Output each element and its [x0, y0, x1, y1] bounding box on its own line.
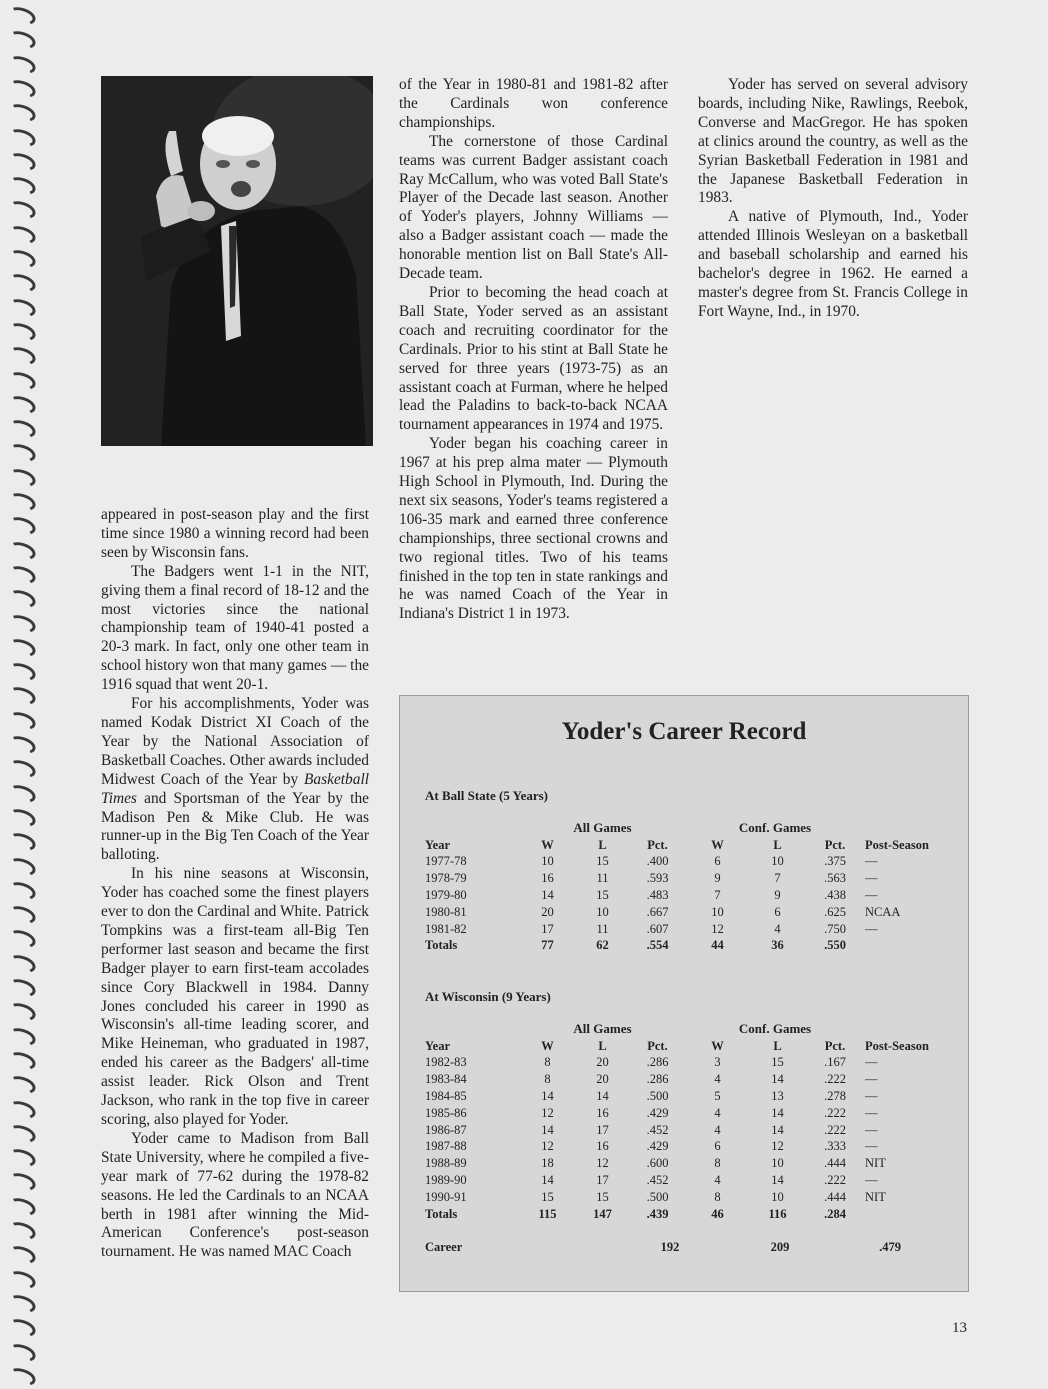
binding-ring: [6, 4, 38, 28]
table-cell: —: [865, 888, 878, 903]
binding-ring: [6, 271, 38, 295]
table-row: [425, 904, 945, 921]
binding-ring: [6, 344, 38, 368]
paragraph: The Badgers went 1-1 in the NIT, giving them a final record of 18-12 and the most victories since the national championship team of 1940-41 posted a 20-3 mark. In fact, only one other team in school history won that many games — the 1916 squad that went 20-1.: [101, 562, 369, 694]
binding-ring: [6, 1170, 38, 1194]
table-cell: 6: [714, 1139, 721, 1154]
paragraph: In his nine seasons at Wisconsin, Yoder has coached some the finest players ever to don the Cardinal and White. Patrick Tompkins was a first-team all-Big Ten performer last season and became the first Badger player to earn first-team accolades since Cory Blackwell in 1984. Danny Jones concluded his career in 1990 as Wisconsin's all-time leading scorer, and Mike Heineman, who graduated in 1987, ended his career as the Badgers' all-time assist leader. Rick Olson and Trent Jackson, who rank in the top five in career scoring, also played for Yoder.: [101, 865, 369, 1128]
table-row: [425, 854, 945, 871]
totals-cell: 44: [711, 938, 724, 953]
paragraph: A native of Plymouth, Ind., Yoder attended Illinois Wesleyan on a basketball and baseball scholarship and earned his bachelor's degree in 1962. He earned a master's degree from St. Francis College in Fort Wayne, Ind., in 1970.: [698, 208, 968, 320]
table-cell: 1984-85: [425, 1089, 467, 1104]
table-cell: .222: [824, 1173, 846, 1188]
binding-ring: [6, 782, 38, 806]
table-cell: 10: [771, 854, 784, 869]
table-cell: NIT: [865, 1189, 886, 1204]
table-cell: .452: [646, 1173, 669, 1188]
table-cell: 14: [541, 888, 554, 903]
totals-cell: 115: [538, 1206, 557, 1221]
table-cell: 14: [596, 1089, 609, 1104]
totals-cell: Totals: [425, 1206, 458, 1221]
table-cell: 20: [596, 1055, 609, 1070]
table-cell: .452: [646, 1122, 669, 1137]
table-cell: 1987-88: [425, 1139, 467, 1154]
table-cell: 15: [596, 1189, 609, 1204]
table-cell: 1982-83: [425, 1055, 467, 1070]
binding-ring: [6, 126, 38, 150]
binding-ring: [6, 1268, 38, 1292]
column-header-row: [425, 1038, 945, 1055]
binding-ring: [6, 441, 38, 465]
paragraph-text: For his accomplishments, Yoder was named Kodak District XI Coach of the Year by the National Association of Basketball Coaches. Other awards included Midwest Coach of the Year by: [101, 695, 369, 788]
table-cell: .286: [646, 1055, 669, 1070]
career-total-table: [425, 1239, 945, 1256]
column-header: W: [541, 837, 554, 852]
table-cell: 12: [541, 1105, 554, 1120]
table-cell: .444: [824, 1189, 846, 1204]
coach-photo-illustration: [101, 76, 373, 446]
table-row: [425, 870, 945, 887]
table-cell: 14: [771, 1072, 784, 1087]
paragraph: Yoder came to Madison from Ball State University, where he compiled a five-year mark of 77-62 during the 1978-82 seasons. He led the Cardinals to an NCAA berth in 1981 after winning the Mid-American Conference's post-season tournament. He was named MAC Coach: [101, 1129, 369, 1261]
group-header-row: [425, 1021, 945, 1038]
ball-state-heading: At Ball State (5 Years): [425, 788, 548, 803]
all-games-header: All Games: [573, 820, 632, 836]
binding-ring: [6, 198, 38, 222]
table-cell: 6: [714, 854, 721, 869]
article-column-1: [101, 506, 369, 1262]
totals-cell: .550: [824, 938, 846, 953]
publication-title: Basketball Times: [101, 770, 369, 807]
table-cell: .600: [646, 1156, 669, 1171]
table-cell: 10: [711, 904, 724, 919]
column-header: Pct.: [824, 1038, 846, 1053]
table-cell: .375: [824, 854, 846, 869]
binding-ring: [6, 927, 38, 951]
table-cell: 12: [596, 1156, 609, 1171]
paragraph-text: and Sportsman of the Year by the Madison Pen & Mike Club. He was runner-up in the Big Ten Coach of the Year balloting.: [101, 789, 369, 864]
binding-ring: [6, 53, 38, 77]
column-header: Pct.: [647, 837, 668, 852]
table-cell: .500: [646, 1089, 669, 1104]
table-cell: 4: [714, 1072, 721, 1087]
table-row: [425, 1105, 945, 1122]
table-cell: 7: [714, 888, 721, 903]
binding-ring: [6, 830, 38, 854]
column-header: L: [598, 1038, 607, 1053]
paragraph: [101, 695, 369, 865]
table-row: [425, 1055, 945, 1072]
table-cell: 8: [714, 1189, 721, 1204]
totals-cell: 116: [768, 1206, 787, 1221]
table-cell: 1979-80: [425, 888, 467, 903]
binding-ring: [6, 393, 38, 417]
binding-ring: [6, 563, 38, 587]
table-cell: 18: [541, 1156, 554, 1171]
binding-ring: [6, 660, 38, 684]
binding-ring: [6, 636, 38, 660]
totals-row: [425, 1206, 945, 1223]
table-cell: 17: [541, 921, 554, 936]
table-cell: .500: [646, 1189, 669, 1204]
table-cell: 1978-79: [425, 871, 467, 886]
table-cell: 14: [541, 1089, 554, 1104]
binding-ring: [6, 903, 38, 927]
table-cell: 10: [771, 1189, 784, 1204]
table-cell: 10: [596, 904, 609, 919]
table-cell: 1989-90: [425, 1173, 467, 1188]
totals-cell: Totals: [425, 938, 458, 953]
table-cell: 7: [774, 871, 781, 886]
table-cell: 8: [544, 1055, 551, 1070]
table-cell: 1983-84: [425, 1072, 467, 1087]
table-cell: 1986-87: [425, 1122, 467, 1137]
binding-ring: [6, 1025, 38, 1049]
binding-ring: [6, 247, 38, 271]
article-column-2: [399, 76, 668, 624]
table-row: [425, 1122, 945, 1139]
table-cell: 14: [771, 1173, 784, 1188]
table-cell: 1990-91: [425, 1189, 467, 1204]
table-cell: —: [865, 1072, 878, 1087]
paragraph: Yoder has served on several advisory boards, including Nike, Rawlings, Reebok, Converse and MacGregor. He has spoken at clinics around the country, as well as the Syrian Basketball Federation in 1981 and the Japanese Basketball Federation in 1983.: [698, 76, 968, 207]
totals-cell: 46: [711, 1206, 724, 1221]
column-header: W: [541, 1038, 554, 1053]
table-cell: —: [865, 1055, 878, 1070]
paragraph: appeared in post-season play and the first time since 1980 a winning record had been seen by Wisconsin fans.: [101, 506, 369, 561]
table-cell: .625: [824, 904, 846, 919]
table-cell: 9: [714, 871, 721, 886]
table-row: [425, 921, 945, 938]
table-cell: 3: [714, 1055, 721, 1070]
binding-ring: [6, 612, 38, 636]
binding-ring: [6, 1195, 38, 1219]
binding-ring: [6, 466, 38, 490]
table-cell: 10: [771, 1156, 784, 1171]
table-cell: .750: [824, 921, 846, 936]
binding-ring: [6, 514, 38, 538]
table-cell: —: [865, 854, 878, 869]
table-cell: 12: [711, 921, 724, 936]
table-cell: 20: [541, 904, 554, 919]
binding-ring: [6, 733, 38, 757]
column-header: Post-Season: [865, 1038, 929, 1053]
table-row: [425, 1139, 945, 1156]
spacer: [425, 820, 520, 837]
career-row: [425, 1239, 945, 1256]
career-cell: Career: [425, 1239, 463, 1254]
table-cell: 1980-81: [425, 904, 467, 919]
career-record-title: Yoder's Career Record: [561, 718, 807, 745]
table-cell: .444: [824, 1156, 846, 1171]
binding-ring: [6, 1365, 38, 1389]
column-header: Year: [425, 1038, 450, 1053]
column-header: Pct.: [824, 837, 846, 852]
table-cell: .278: [824, 1089, 846, 1104]
paragraph: Yoder began his coaching career in 1967 at his prep alma mater — Plymouth High School in Plymouth, Ind. During the next six seasons, Yoder's teams registered a 106-35 mark and earned three conference championships, three sectional crowns and two regional titles. Two of his teams finished in the top ten in state rankings and he was named Coach of the Year in Indiana's District 1 in 1973.: [399, 435, 668, 623]
binding-ring: [6, 1049, 38, 1073]
spiral-binding: [0, 0, 40, 1380]
binding-ring: [6, 952, 38, 976]
binding-ring: [6, 1316, 38, 1340]
spacer: [865, 1021, 945, 1038]
wisconsin-table: [425, 1021, 945, 1223]
binding-ring: [6, 806, 38, 830]
table-cell: 1981-82: [425, 921, 467, 936]
table-cell: —: [865, 1089, 878, 1104]
table-cell: 4: [714, 1122, 721, 1137]
column-header: L: [598, 837, 607, 852]
binding-ring: [6, 417, 38, 441]
table-cell: 14: [771, 1122, 784, 1137]
table-cell: 16: [541, 871, 554, 886]
table-cell: .333: [824, 1139, 846, 1154]
binding-ring: [6, 684, 38, 708]
binding-ring: [6, 296, 38, 320]
binding-ring: [6, 757, 38, 781]
binding-ring: [6, 539, 38, 563]
table-cell: 16: [596, 1105, 609, 1120]
conf-games-header: Conf. Games: [738, 820, 812, 836]
column-header: W: [711, 1038, 724, 1053]
table-cell: 11: [596, 921, 609, 936]
binding-ring: [6, 369, 38, 393]
binding-ring: [6, 150, 38, 174]
table-cell: .563: [824, 871, 846, 886]
totals-cell: 62: [596, 938, 609, 953]
binding-ring: [6, 1146, 38, 1170]
table-cell: 12: [541, 1139, 554, 1154]
totals-cell: .554: [646, 938, 669, 953]
table-cell: —: [865, 1122, 878, 1137]
table-row: [425, 1189, 945, 1206]
table-cell: 8: [714, 1156, 721, 1171]
page-number: 13: [952, 1320, 967, 1336]
table-row: [425, 1071, 945, 1088]
column-header: L: [773, 837, 782, 852]
table-cell: 12: [771, 1139, 784, 1154]
binding-ring: [6, 490, 38, 514]
table-cell: NIT: [865, 1156, 886, 1171]
ball-state-table: [425, 820, 945, 954]
table-cell: .286: [646, 1072, 669, 1087]
table-cell: 15: [596, 888, 609, 903]
table-cell: NCAA: [865, 904, 901, 919]
column-header: Pct.: [647, 1038, 668, 1053]
binding-ring: [6, 1073, 38, 1097]
table-cell: 14: [541, 1122, 554, 1137]
article-column-3: [698, 76, 968, 322]
career-cell: 192: [660, 1239, 680, 1254]
table-cell: 1988-89: [425, 1156, 467, 1171]
totals-cell: .284: [824, 1206, 846, 1221]
binding-ring: [6, 855, 38, 879]
totals-cell: 77: [541, 938, 554, 953]
table-cell: —: [865, 871, 878, 886]
table-cell: .593: [646, 871, 669, 886]
career-cell: 209: [770, 1239, 790, 1254]
column-header-row: [425, 837, 945, 854]
column-header: Post-Season: [865, 837, 929, 852]
binding-ring: [6, 709, 38, 733]
table-row: [425, 1172, 945, 1189]
totals-row: [425, 938, 945, 955]
table-cell: —: [865, 1173, 878, 1188]
career-cell: .479: [879, 1239, 901, 1254]
table-row: [425, 1088, 945, 1105]
binding-ring: [6, 976, 38, 1000]
table-cell: .429: [646, 1139, 669, 1154]
table-cell: 14: [771, 1105, 784, 1120]
totals-cell: 147: [593, 1206, 612, 1221]
table-cell: —: [865, 921, 878, 936]
binding-ring: [6, 879, 38, 903]
binding-ring: [6, 1000, 38, 1024]
table-cell: .222: [824, 1072, 846, 1087]
binding-ring: [6, 77, 38, 101]
table-cell: .607: [646, 921, 669, 936]
totals-cell: 36: [771, 938, 784, 953]
binding-ring: [6, 1122, 38, 1146]
table-cell: 6: [774, 904, 781, 919]
table-cell: .483: [646, 888, 669, 903]
binding-ring: [6, 101, 38, 125]
conf-games-header: Conf. Games: [738, 1021, 812, 1037]
table-cell: 9: [774, 888, 781, 903]
table-cell: .400: [646, 854, 669, 869]
binding-ring: [6, 1243, 38, 1267]
table-cell: 1985-86: [425, 1105, 467, 1120]
table-cell: .438: [824, 888, 846, 903]
table-cell: —: [865, 1105, 878, 1120]
table-cell: .667: [646, 904, 669, 919]
table-row: [425, 1155, 945, 1172]
table-cell: .429: [646, 1105, 669, 1120]
binding-ring: [6, 587, 38, 611]
totals-cell: [865, 1206, 945, 1223]
wisconsin-heading: At Wisconsin (9 Years): [425, 989, 551, 1004]
binding-ring: [6, 1098, 38, 1122]
binding-ring: [6, 1341, 38, 1365]
table-cell: 15: [541, 1189, 554, 1204]
table-cell: 4: [774, 921, 781, 936]
coach-photo: [101, 76, 373, 446]
table-cell: 13: [771, 1089, 784, 1104]
binding-ring: [6, 223, 38, 247]
all-games-header: All Games: [573, 1021, 632, 1037]
column-header: W: [711, 837, 724, 852]
paragraph: Prior to becoming the head coach at Ball State, Yoder served as an assistant coach and recruiting coordinator for the Cardinals. Prior to his stint at Ball State he served for three years (1973-75) as an assistant coach at Furman, where he helped lead the Paladins to back-to-back NCAA tournament appearances in 1974 and 1975.: [399, 283, 668, 434]
table-cell: 10: [541, 854, 554, 869]
table-cell: 20: [596, 1072, 609, 1087]
table-cell: 1977-78: [425, 854, 467, 869]
table-cell: 15: [771, 1055, 784, 1070]
binding-ring: [6, 320, 38, 344]
table-cell: 5: [714, 1089, 721, 1104]
table-cell: 14: [541, 1173, 554, 1188]
table-cell: 4: [714, 1105, 721, 1120]
group-header-row: [425, 820, 945, 837]
paragraph: The cornerstone of those Cardinal teams was current Badger assistant coach Ray McCallum, who was voted Ball State's Player of the Decade last season. Another of Yoder's players, Johnny Williams — also a Badger assistant coach — made the honorable mention list on Ball State's All-Decade team.: [399, 132, 668, 283]
table-cell: —: [865, 1139, 878, 1154]
totals-cell: .439: [646, 1206, 669, 1221]
table-row: [425, 887, 945, 904]
column-header: L: [773, 1038, 782, 1053]
table-cell: 15: [596, 854, 609, 869]
table-cell: 17: [596, 1173, 609, 1188]
binding-ring: [6, 1292, 38, 1316]
paragraph: of the Year in 1980-81 and 1981-82 after the Cardinals won conference championships.: [399, 76, 668, 131]
table-cell: 11: [596, 871, 609, 886]
spacer: [425, 1021, 520, 1038]
binding-ring: [6, 28, 38, 52]
table-cell: .222: [824, 1122, 846, 1137]
table-cell: 16: [596, 1139, 609, 1154]
table-cell: 17: [596, 1122, 609, 1137]
table-cell: 4: [714, 1173, 721, 1188]
table-cell: 8: [544, 1072, 551, 1087]
column-header: Year: [425, 837, 450, 852]
binding-ring: [6, 174, 38, 198]
career-record-box: [399, 695, 969, 1292]
totals-cell: [865, 938, 945, 955]
binding-ring: [6, 1219, 38, 1243]
table-cell: .222: [824, 1105, 846, 1120]
spacer: [865, 820, 945, 837]
table-cell: .167: [824, 1055, 846, 1070]
